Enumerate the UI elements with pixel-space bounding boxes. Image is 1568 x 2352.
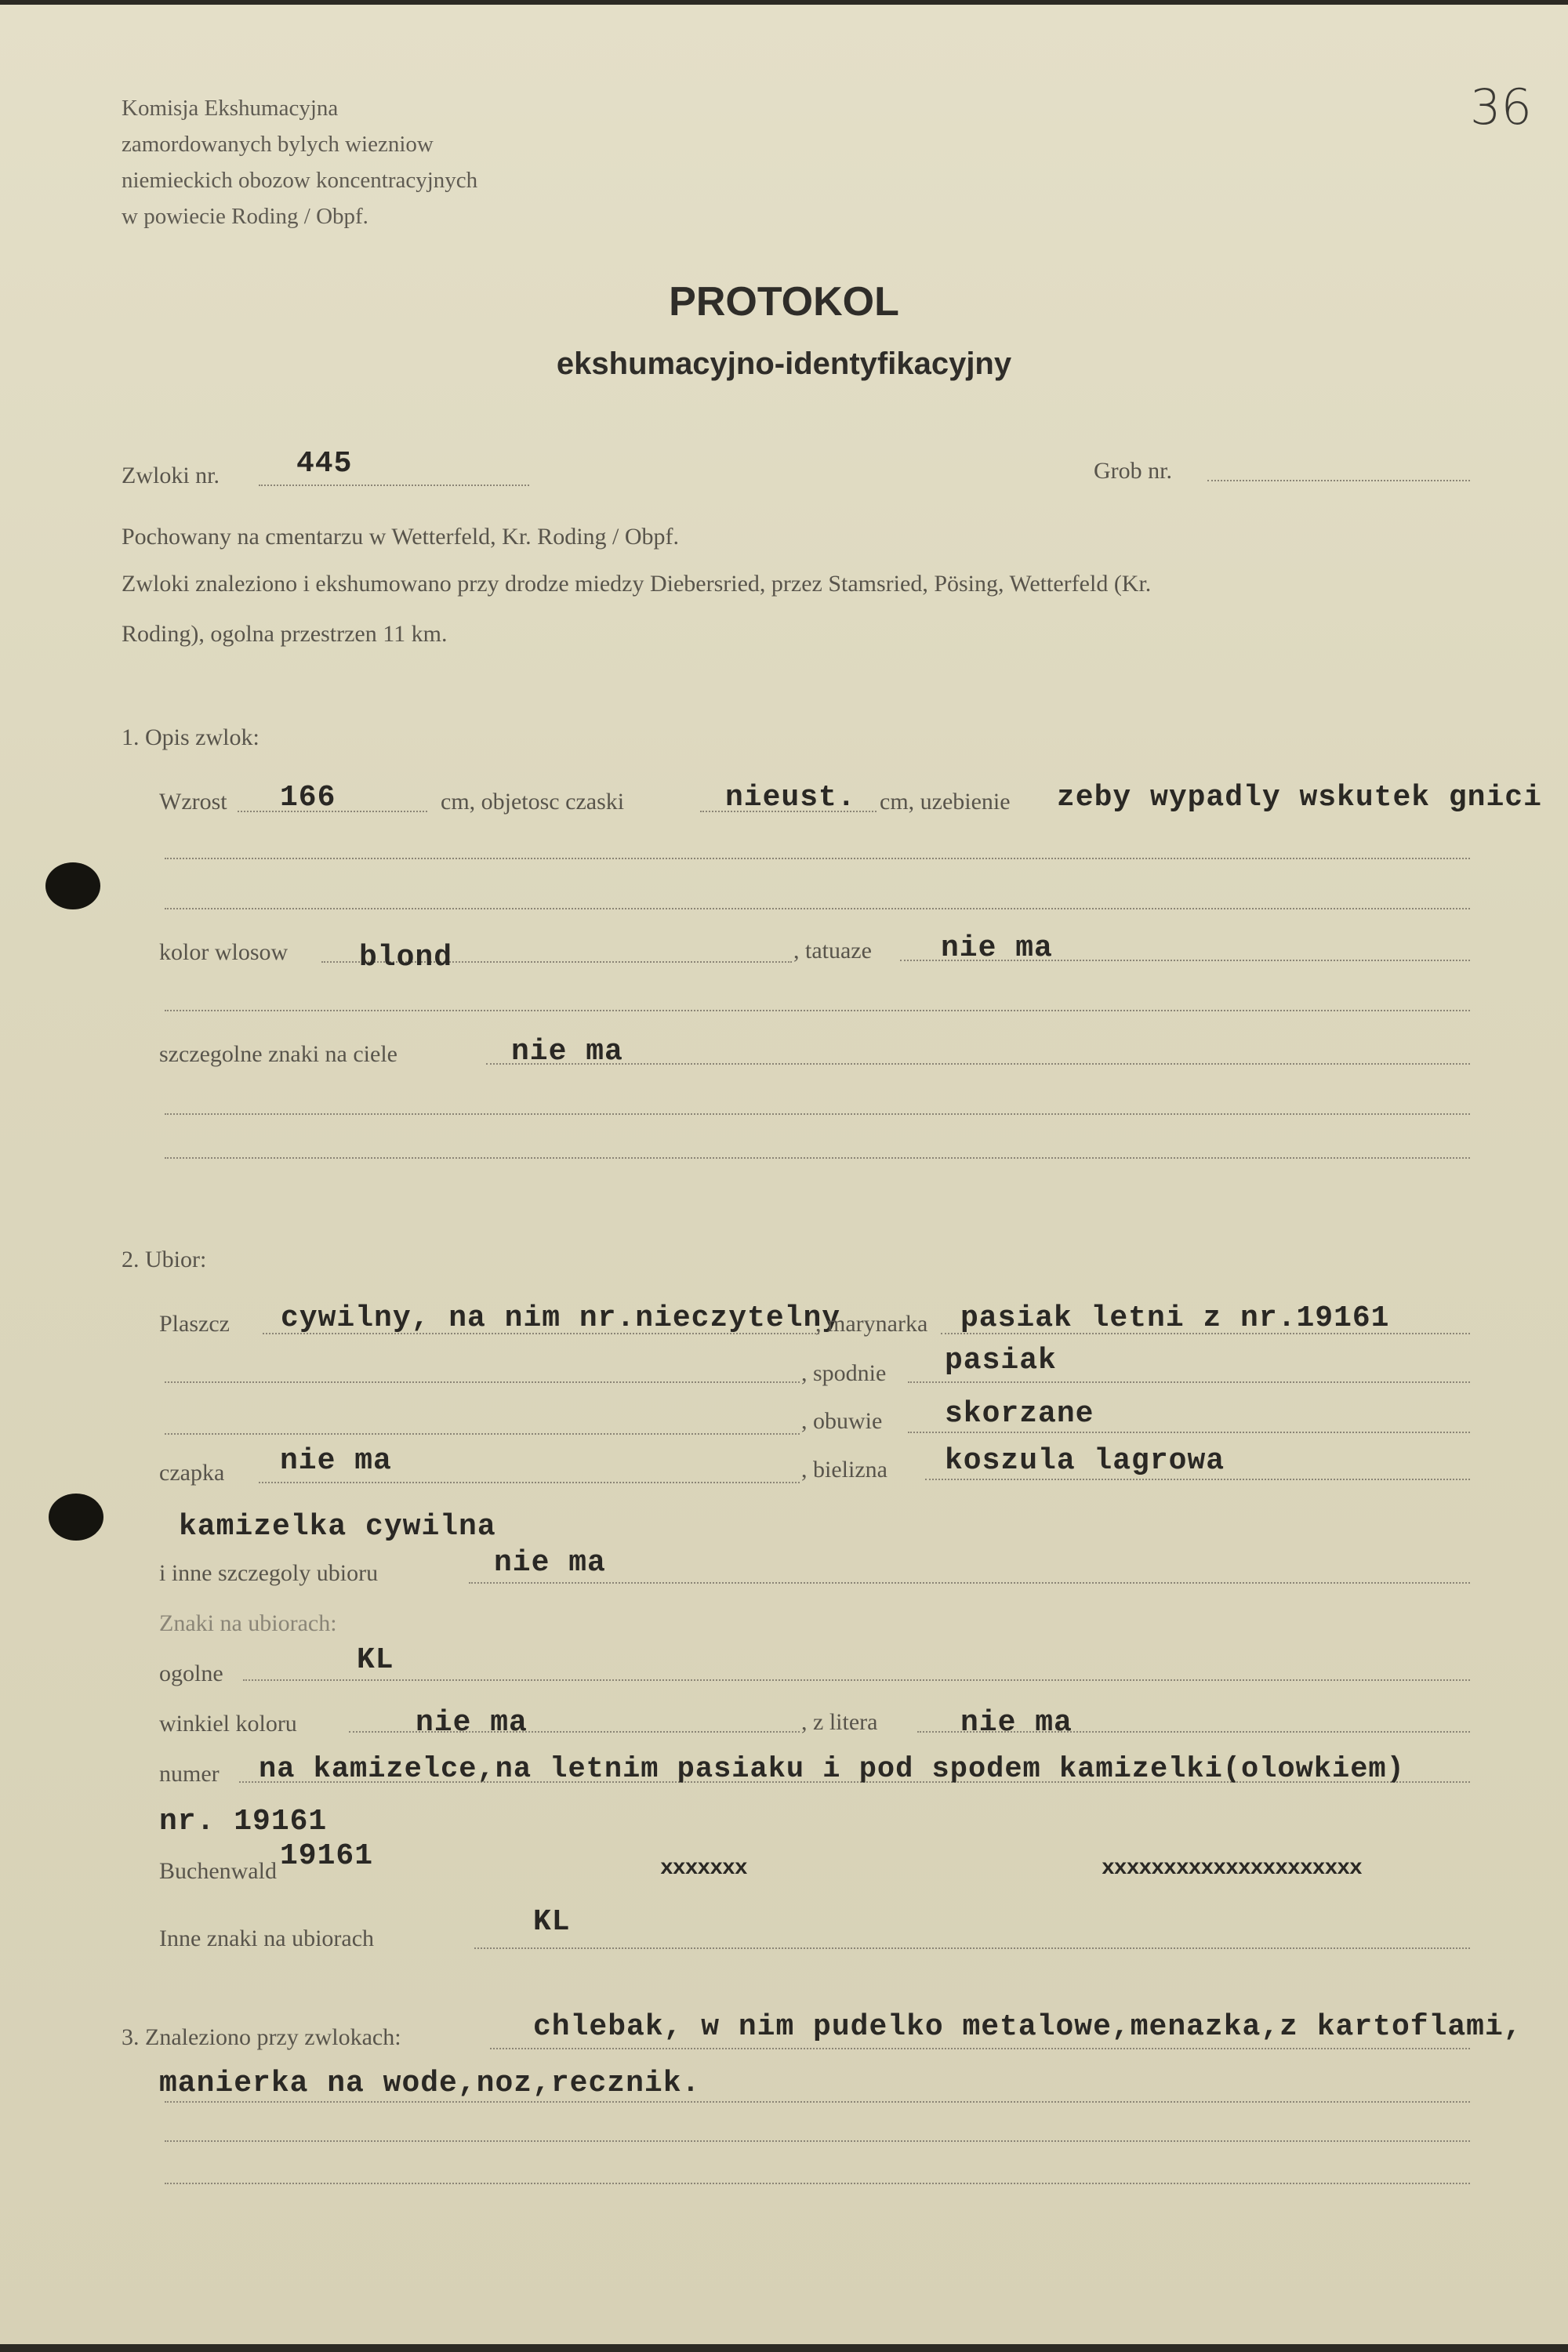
obuwie-dotted-line	[908, 1432, 1470, 1433]
inne-szczegoly-value: nie ma	[494, 1546, 606, 1580]
znaki-na-ciele-label: szczegolne znaki na ciele	[159, 1041, 397, 1067]
bielizna-value: koszula lagrowa	[945, 1444, 1225, 1478]
plaszcz-label: Plaszcz	[159, 1311, 230, 1337]
punch-hole-top	[45, 862, 100, 909]
found-items-dotted-line	[165, 2101, 1470, 2103]
document-subtitle: ekshumacyjno-identyfikacyjny	[556, 347, 1012, 381]
spodnie-label: , spodnie	[801, 1360, 887, 1386]
numer-value-line-2: nr. 19161	[159, 1805, 328, 1838]
burial-line-3: Roding), ogolna przestrzen 11 km.	[122, 621, 448, 647]
czapka-value: nie ma	[280, 1444, 392, 1478]
blank-line	[165, 2183, 1470, 2184]
blank-line	[165, 1010, 1470, 1011]
blank-line	[165, 2140, 1470, 2142]
obuwie-value: skorzane	[945, 1397, 1094, 1431]
inne-dotted-line	[469, 1582, 1470, 1584]
uzebienie-value: zeby wypadly wskutek gnici	[1057, 781, 1542, 815]
section-3-heading: 3. Znaleziono przy zwlokach:	[122, 2024, 401, 2050]
ogolne-value: KL	[357, 1643, 394, 1677]
blank-line	[165, 908, 1470, 909]
obuwie-label: , obuwie	[801, 1408, 883, 1434]
org-line-2: zamordowanych bylych wiezniow	[122, 132, 434, 157]
czaszka-value: nieust.	[725, 781, 856, 815]
scan-edge-bottom	[0, 2344, 1568, 2352]
found-items-line-1: chlebak, w nim pudelko metalowe,menazka,z kartoflami,	[533, 2010, 1523, 2044]
org-line-4: w powiecie Roding / Obpf.	[122, 204, 368, 229]
winkiel-value: nie ma	[416, 1706, 528, 1740]
org-line-1: Komisja Ekshumacyjna	[122, 96, 339, 121]
kamizelka-value: kamizelka cywilna	[179, 1510, 496, 1544]
bielizna-dotted-line	[925, 1479, 1470, 1480]
marynarka-value: pasiak letni z nr.19161	[960, 1301, 1390, 1335]
scan-edge-top	[0, 0, 1568, 5]
struck-out-text-1: xxxxxxx	[660, 1857, 747, 1881]
found-items-line-2: manierka na wode,noz,recznik.	[159, 2067, 701, 2100]
zwloki-label: Zwloki nr.	[122, 463, 220, 488]
uzebienie-label: cm, uzebienie	[880, 789, 1011, 815]
blank-line	[165, 1433, 800, 1435]
numer-label: numer	[159, 1761, 220, 1787]
blank-line	[165, 1113, 1470, 1115]
inne-znaki-value: KL	[533, 1905, 571, 1939]
zwloki-value: 445	[296, 447, 353, 481]
wzrost-label: Wzrost	[159, 789, 227, 815]
winkiel-label: winkiel koloru	[159, 1711, 297, 1737]
blank-line	[165, 1157, 1470, 1159]
czapka-dotted-line	[259, 1482, 800, 1483]
tatuaze-value: nie ma	[941, 931, 1053, 965]
plaszcz-value: cywilny, na nim nr.nieczytelny	[281, 1301, 841, 1335]
tatuaze-label: , tatuaze	[793, 938, 872, 964]
marynarka-label: , marynarka	[815, 1311, 928, 1337]
burial-line-1: Pochowany na cmentarzu w Wetterfeld, Kr. Roding / Obpf.	[122, 524, 680, 550]
section-1-heading: 1. Opis zwlok:	[122, 724, 260, 750]
bielizna-label: , bielizna	[801, 1457, 887, 1483]
punch-hole-bottom	[49, 1494, 103, 1541]
numer-value: na kamizelce,na letnim pasiaku i pod spodem kamizelki(olowkiem)	[259, 1753, 1405, 1786]
kolor-wlosow-label: kolor wlosow	[159, 939, 289, 965]
inne-znaki-dotted-line	[474, 1947, 1470, 1949]
document-title: PROTOKOL	[669, 279, 899, 325]
section-3-dotted-line	[490, 2048, 1470, 2049]
wzrost-value: 166	[280, 781, 336, 815]
czaszka-label: cm, objetosc czaski	[441, 789, 625, 815]
litera-value: nie ma	[960, 1706, 1073, 1740]
burial-line-2: Zwloki znaleziono i ekshumowano przy drodze miedzy Diebersried, przez Stamsried, Pösing, Wetterfeld (Kr.	[122, 571, 1152, 597]
spodnie-value: pasiak	[945, 1344, 1057, 1377]
struck-out-text-2: xxxxxxxxxxxxxxxxxxxxx	[1102, 1857, 1362, 1881]
blank-line	[165, 858, 1470, 859]
buchenwald-label: Buchenwald	[159, 1858, 277, 1884]
org-line-3: niemieckich obozow koncentracyjnych	[122, 168, 478, 193]
znaki-na-ciele-value: nie ma	[511, 1035, 623, 1069]
kolor-wlosow-value: blond	[359, 941, 453, 975]
grob-label: Grob nr.	[1094, 458, 1172, 484]
czapka-label: czapka	[159, 1460, 225, 1486]
blank-line	[165, 1381, 800, 1383]
grob-dotted-line	[1207, 480, 1470, 481]
section-2-heading: 2. Ubior:	[122, 1247, 207, 1272]
inne-znaki-label: Inne znaki na ubiorach	[159, 1926, 375, 1951]
ogolne-label: ogolne	[159, 1661, 223, 1686]
inne-szczegoly-label: i inne szczegoly ubioru	[159, 1560, 379, 1586]
page-number: 36	[1470, 78, 1532, 136]
buchenwald-value: 19161	[280, 1839, 374, 1873]
zwloki-dotted-line	[259, 485, 529, 486]
ogolne-dotted-line	[243, 1679, 1470, 1681]
znaki-na-ubiorach-heading: Znaki na ubiorach:	[159, 1610, 337, 1636]
znaki-dotted-line	[486, 1063, 1470, 1065]
litera-label: , z litera	[801, 1709, 878, 1735]
spodnie-dotted-line	[908, 1381, 1470, 1383]
